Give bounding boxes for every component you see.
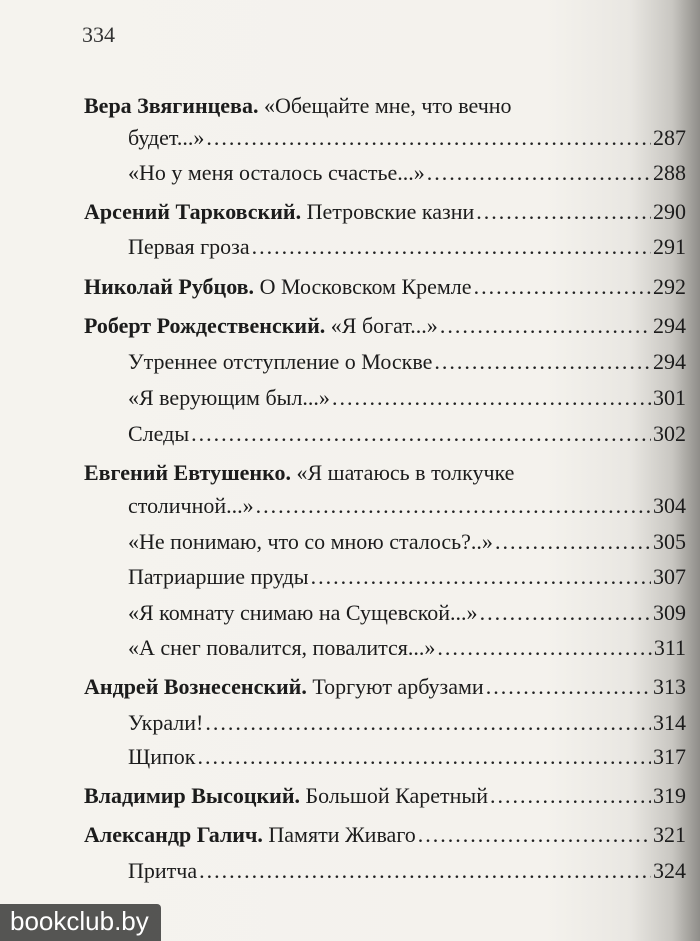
page-ref: 319	[653, 783, 686, 808]
poem-title: Украли!	[128, 710, 204, 735]
toc-entry	[128, 741, 686, 773]
toc-entry	[128, 561, 686, 593]
poem-title: О Московском Кремле	[259, 274, 472, 299]
toc-entry	[128, 418, 686, 450]
page-ref: 309	[653, 600, 686, 625]
author-name: Андрей Вознесенский.	[84, 674, 307, 699]
toc-entry	[128, 122, 686, 154]
watermark-logo: bookclub.by	[0, 904, 161, 941]
poem-title: «Но у меня осталось счастье...»	[128, 160, 425, 185]
toc-entry	[84, 196, 686, 228]
poem-title: «А снег повалится, повалится...»	[128, 635, 436, 660]
toc-entry	[128, 157, 686, 189]
poem-title: «Я шатаюсь в толкучке	[296, 460, 515, 485]
toc-entry	[84, 819, 686, 851]
leader-dots	[332, 382, 651, 414]
page-ref: 288	[653, 160, 686, 185]
toc-entry	[128, 526, 686, 558]
poem-title: Патриаршие пруды	[128, 564, 309, 589]
page-ref: 290	[653, 199, 686, 224]
page-number: 334	[82, 22, 115, 47]
author-name: Вера Звягинцева.	[84, 93, 259, 118]
page-ref: 292	[653, 274, 686, 299]
poem-title: Следы	[128, 421, 190, 446]
page-ref: 301	[653, 385, 686, 410]
leader-dots	[490, 780, 651, 812]
author-name: Евгений Евтушенко.	[84, 460, 291, 485]
page-ref: 307	[653, 564, 686, 589]
leader-dots	[434, 346, 651, 378]
poem-title: Петровские казни	[306, 199, 475, 224]
leader-dots	[495, 526, 651, 558]
page-ref: 311	[653, 635, 686, 660]
toc-entry	[128, 597, 686, 629]
toc-entry	[128, 231, 686, 263]
poem-title: «Я богат...»	[330, 313, 438, 338]
page-ref: 294	[653, 313, 686, 338]
leader-dots	[205, 707, 651, 739]
poem-title: «Я верующим был...»	[128, 385, 330, 410]
toc-entry	[84, 780, 686, 812]
leader-dots	[418, 819, 651, 851]
leader-dots	[474, 271, 651, 303]
poem-title: Притча	[128, 858, 198, 883]
leader-dots	[252, 231, 651, 263]
author-name: Арсений Тарковский.	[84, 199, 302, 224]
poem-title: Первая гроза	[128, 234, 250, 259]
leader-dots	[206, 122, 651, 154]
leader-dots	[427, 157, 651, 189]
page-ref: 314	[653, 710, 686, 735]
page-ref: 317	[653, 744, 686, 769]
toc-entry	[84, 90, 686, 122]
toc-entry	[84, 310, 686, 342]
page-ref: 321	[653, 822, 686, 847]
toc-entry	[84, 457, 686, 489]
author-name: Николай Рубцов.	[84, 274, 255, 299]
poem-title: столичной...»	[128, 493, 254, 518]
toc-entry	[128, 382, 686, 414]
leader-dots	[440, 310, 651, 342]
leader-dots	[480, 597, 651, 629]
leader-dots	[486, 671, 651, 703]
page-ref: 313	[653, 674, 686, 699]
poem-title: Большой Каретный	[305, 783, 488, 808]
leader-dots	[437, 632, 651, 664]
poem-title: Памяти Живаго	[268, 822, 416, 847]
page-ref: 287	[653, 125, 686, 150]
page-ref: 302	[653, 421, 686, 446]
toc-entry	[84, 271, 686, 303]
leader-dots	[197, 741, 651, 773]
toc-entry	[128, 707, 686, 739]
page-ref: 324	[653, 858, 686, 883]
leader-dots	[191, 418, 651, 450]
toc-entry	[84, 671, 686, 703]
leader-dots	[476, 196, 651, 228]
toc-entry	[128, 632, 686, 664]
author-name: Александр Галич.	[84, 822, 263, 847]
poem-title: будет...»	[128, 125, 205, 150]
toc-entry	[128, 855, 686, 887]
toc-entry	[128, 346, 686, 378]
page-ref: 294	[653, 349, 686, 374]
poem-title: Щипок	[128, 744, 196, 769]
poem-title: Утреннее отступление о Москве	[128, 349, 433, 374]
poem-title: «Не понимаю, что со мною сталось?..»	[128, 529, 493, 554]
leader-dots	[256, 490, 651, 522]
page-ref: 304	[653, 493, 686, 518]
poem-title: «Я комнату снимаю на Сущевской...»	[128, 600, 478, 625]
page-ref: 291	[653, 234, 686, 259]
author-name: Роберт Рождественский.	[84, 313, 326, 338]
leader-dots	[199, 855, 651, 887]
author-name: Владимир Высоцкий.	[84, 783, 301, 808]
toc-entry	[128, 490, 686, 522]
poem-title: Торгуют арбузами	[312, 674, 484, 699]
leader-dots	[311, 561, 651, 593]
page-ref: 305	[653, 529, 686, 554]
poem-title: «Обещайте мне, что вечно	[263, 93, 512, 118]
